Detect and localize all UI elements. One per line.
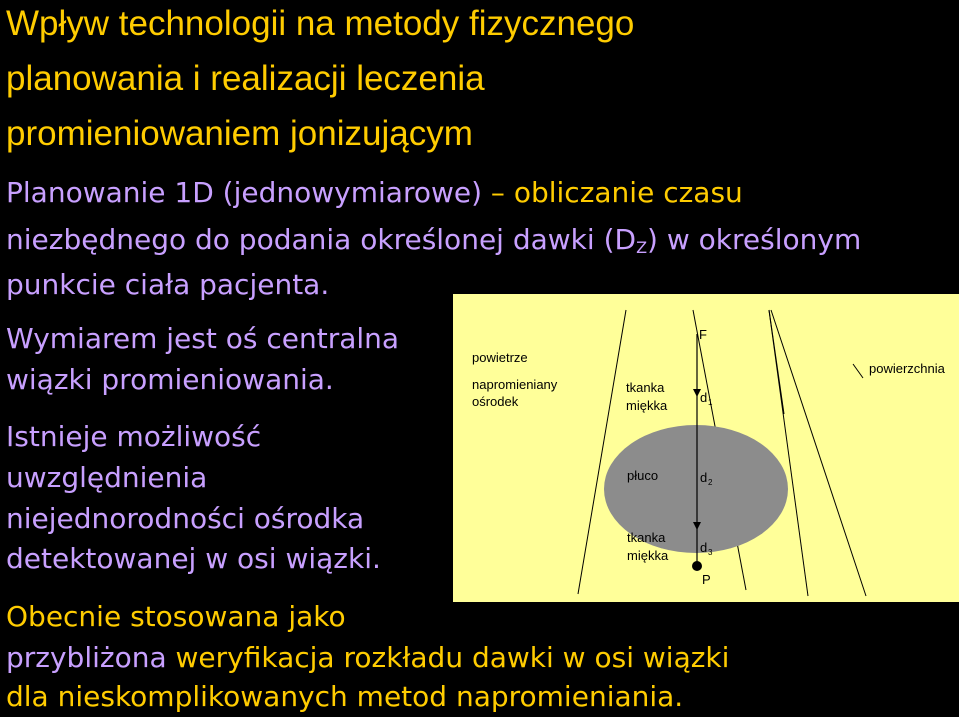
title-line-1: Wpływ technologii na metody fizycznego xyxy=(6,4,635,43)
dose-subscript: Z xyxy=(636,238,648,257)
planning-line-2-post: ) w określonym xyxy=(647,223,862,256)
current-term: przybliżona xyxy=(6,641,167,674)
tissue1-label-1: tkanka xyxy=(626,380,665,395)
axis-line-1: Wymiarem jest oś centralna xyxy=(6,322,400,355)
source-label: F xyxy=(699,327,707,342)
surface-label: powierzchnia xyxy=(869,361,945,376)
axis-line-2: wiązki promieniowania. xyxy=(6,363,334,396)
planning-line-1-rest: – obliczanie czasu xyxy=(482,176,743,209)
tissue1-label-2: miękka xyxy=(626,398,668,413)
current-line-2-rest: weryfikacja rozkładu dawki w osi wiązki xyxy=(166,641,730,674)
heterogeneity-line-3: niejednorodności ośrodka xyxy=(6,502,365,535)
air-label: powietrze xyxy=(472,350,528,365)
title-line-2: planowania i realizacji leczenia xyxy=(6,59,485,98)
point-label: P xyxy=(702,572,711,587)
planning-line-2 xyxy=(6,223,861,257)
d2-subscript: 2 xyxy=(708,478,713,487)
heterogeneity-line-4: detektowanej w osi wiązki. xyxy=(6,542,381,575)
planning-line-2-pre: niezbędnego do podania określonej dawki (D xyxy=(6,223,637,256)
point-p-marker xyxy=(692,561,702,571)
medium-label-2: ośrodek xyxy=(472,394,519,409)
title-line-3: promieniowaniem jonizującym xyxy=(6,114,473,153)
tissue2-label-2: miękka xyxy=(627,548,669,563)
current-line-1: Obecnie stosowana jako xyxy=(6,600,346,633)
lung-label: płuco xyxy=(627,468,659,483)
current-line-2 xyxy=(6,637,729,678)
planning-line-1 xyxy=(6,176,743,209)
medium-label-1: napromieniany xyxy=(472,377,558,392)
current-line-3: dla nieskomplikowanych metod napromieniania. xyxy=(6,680,684,713)
heterogeneity-line-2: uwzględnienia xyxy=(6,461,208,494)
d3-subscript: 3 xyxy=(708,548,713,557)
planning-term: Planowanie 1D (jednowymiarowe) xyxy=(6,176,483,209)
planning-line-3: punkcie ciała pacjenta. xyxy=(6,268,330,301)
d3-label: d xyxy=(700,540,708,555)
d1-label: d xyxy=(700,390,708,405)
d2-label: d xyxy=(700,470,708,485)
d1-subscript: 1 xyxy=(708,398,713,407)
beam-axis-diagram xyxy=(453,294,959,602)
heterogeneity-line-1: Istnieje możliwość xyxy=(6,420,262,453)
tissue2-label-1: tkanka xyxy=(627,530,666,545)
